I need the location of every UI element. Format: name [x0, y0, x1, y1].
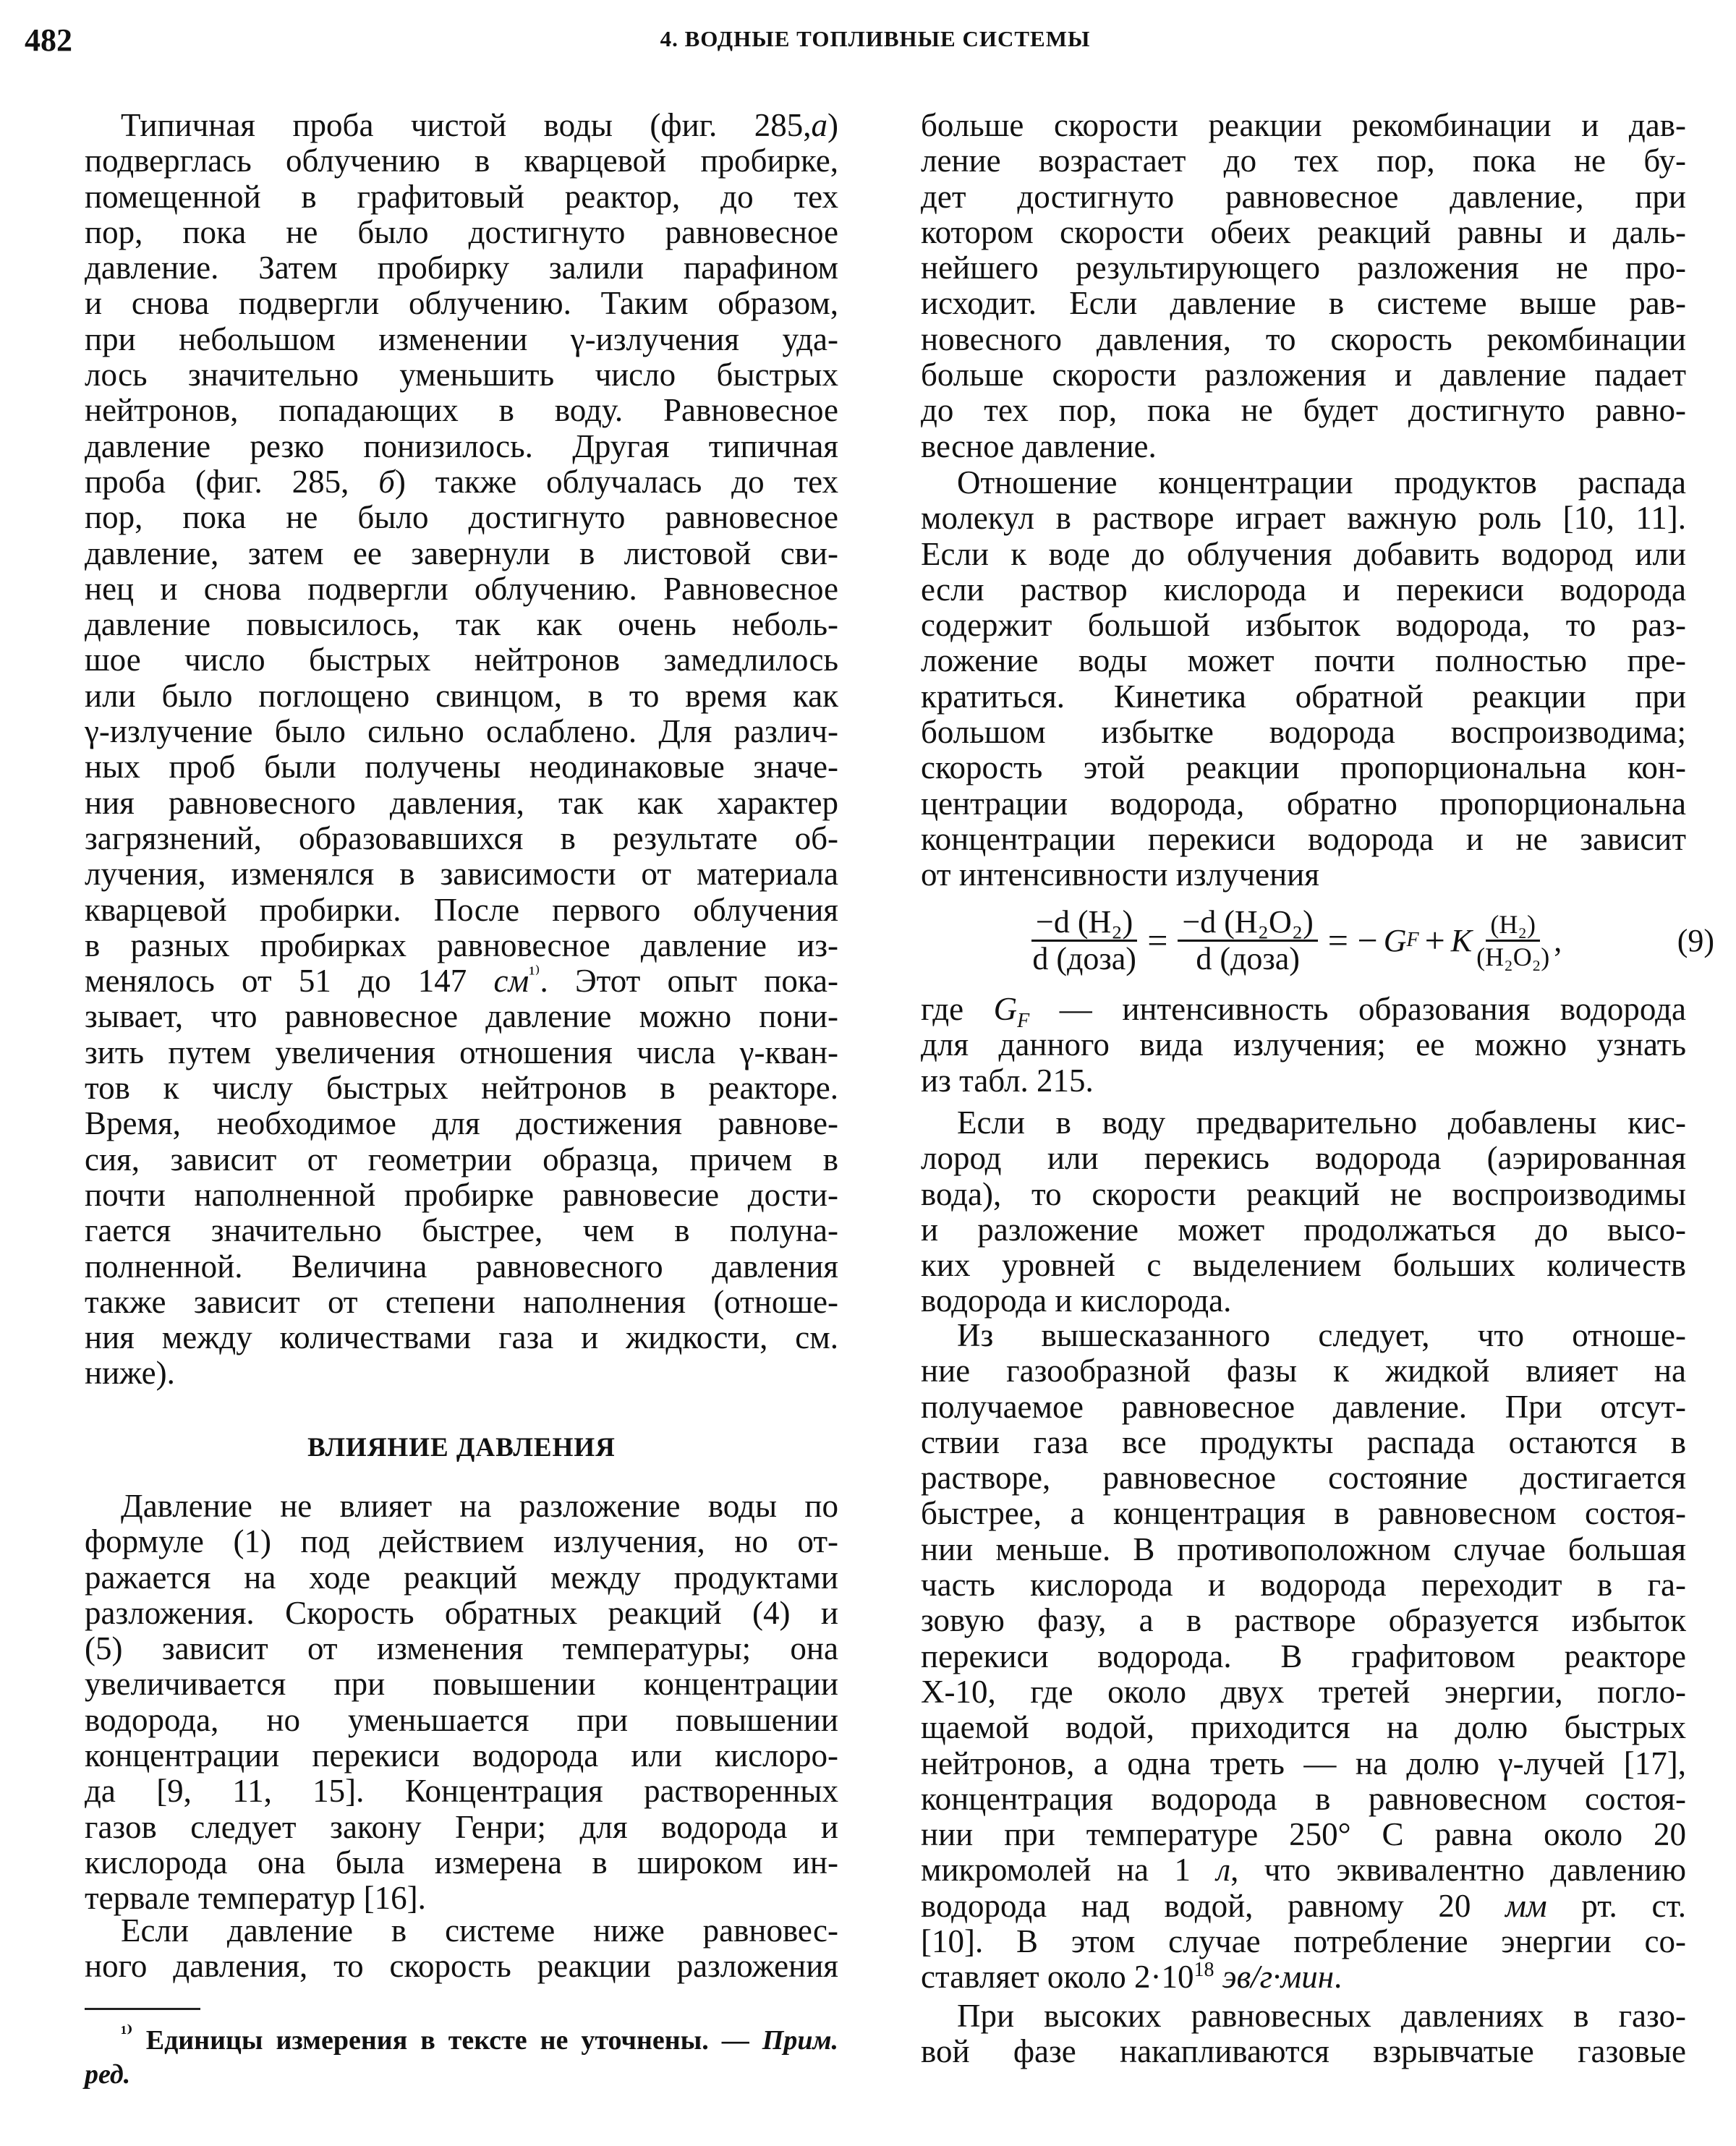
equals-minus: = − — [1327, 920, 1378, 961]
text-run: менялось от 51 до 147 — [85, 963, 494, 1000]
text-line: газов следует закону Генри; для водорода и — [85, 1808, 838, 1845]
running-title: 4. ВОДНЫЕ ТОПЛИВНЫЕ СИСТЕМЫ — [660, 26, 1091, 51]
text-line: почти наполненной пробирке равновесие дости- — [85, 1176, 838, 1213]
italic-run: л — [1216, 1852, 1231, 1889]
text-line: [10]. В этом случае потребление энергии со- — [921, 1923, 1686, 1960]
text-run: Типичная проба чистой воды (фиг. 285, — [121, 107, 812, 143]
text-line: давление повысилось, так как очень неболь- — [85, 606, 838, 643]
text-line: растворе, равновесное состояние достигается — [921, 1460, 1686, 1496]
text-run: проба (фиг. 285, — [85, 463, 379, 500]
text-line: ных проб были получены неодинаковые значе- — [85, 749, 838, 785]
italic-run: мм — [1505, 1887, 1547, 1924]
text-line: водорода, но уменьшается при повышении — [85, 1701, 838, 1738]
text-line: нии при температуре 250° С равна около 20 — [921, 1816, 1686, 1853]
paragraph — [921, 1998, 1686, 2070]
paragraph — [85, 1913, 838, 1985]
text-run: , что эквивалентно давлению — [1230, 1852, 1686, 1889]
text-line: сия, зависит от геометрии образца, причем в — [85, 1141, 838, 1178]
text-line — [85, 2024, 838, 2058]
text-line: щаемой водой, приходится на долю быстрых — [921, 1709, 1686, 1746]
text-run: водорода над водой, равному 20 — [921, 1887, 1506, 1924]
subscript-f: F — [1406, 929, 1419, 951]
paragraph — [85, 1489, 838, 1917]
denominator: d (доза) — [1032, 940, 1136, 976]
text-line — [85, 963, 838, 999]
section-heading: ВЛИЯНИЕ ДАВЛЕНИЯ — [307, 1433, 616, 1462]
paragraph — [921, 108, 1686, 464]
text-line: нейшего результирующего разложения не про- — [921, 250, 1686, 286]
text-line: Если к воде до облучения добавить водород или — [921, 535, 1686, 572]
text-line: тов к числу быстрых нейтронов в реакторе. — [85, 1070, 838, 1107]
italic-run: ред. — [85, 2059, 131, 2090]
text-line: Давление не влияет на разложение воды по — [121, 1488, 838, 1524]
text-line: если раствор кислорода и перекиси водорода — [921, 571, 1686, 608]
text-line: зить путем увеличения отношения числа γ-кван- — [85, 1034, 838, 1070]
text-line: кварцевой пробирки. После первого облучения — [85, 891, 838, 928]
text-line: ражается на ходе реакций между продуктами — [85, 1559, 838, 1596]
numerator: (H₂) — [1486, 911, 1540, 942]
text-line — [85, 108, 838, 143]
text-line: Отношение концентрации продуктов распада — [957, 464, 1686, 501]
text-line: лучения, изменялся в зависимости от материала — [85, 856, 838, 893]
text-run: ) также облучалась до тех — [394, 463, 838, 500]
text-line: да [9, 11, 15]. Концентрация растворенных — [85, 1773, 838, 1810]
text-line: (5) зависит от изменения температуры; она — [85, 1630, 838, 1667]
text-line: и снова подвергли облучению. Таким образом, — [85, 285, 838, 322]
text-line: давление. Затем пробирку залили парафином — [85, 250, 838, 286]
text-line — [921, 1852, 1686, 1888]
text-line: тервале температур [16]. — [85, 1880, 426, 1917]
text-line: большом избытке водорода воспроизводима; — [921, 714, 1686, 751]
numerator: −d (H₂O₂) — [1178, 906, 1317, 942]
text-line: до тех пор, пока не будет достигнуто равно- — [921, 392, 1686, 429]
italic-run: а — [811, 107, 827, 143]
text-line: ние газообразной фазы к жидкой влияет на — [921, 1353, 1686, 1389]
text-line: также зависит от степени наполнения (отноше- — [85, 1283, 838, 1320]
symbol-k: K — [1450, 922, 1473, 958]
text-run: ставляет около 2·10 — [921, 1959, 1194, 1996]
fraction — [1031, 903, 1137, 976]
symbol-g: G — [1383, 922, 1407, 958]
text-line: концентрации перекиси водорода и не зависит — [921, 820, 1686, 857]
text-run: микромолей на 1 — [921, 1852, 1217, 1889]
text-line: разложения. Скорость обратных реакций (4) и — [85, 1594, 838, 1631]
text-line: исходит. Если давление в системе выше рав- — [921, 285, 1686, 322]
text-line: гается значительно быстрее, чем в полуна- — [85, 1212, 838, 1249]
text-line: часть кислорода и водорода переходит в га- — [921, 1567, 1686, 1604]
paragraph — [921, 992, 1686, 1099]
text-line: лось значительно уменьшить число быстрых — [85, 357, 838, 393]
text-line: котором скорости обеих реакций равны и даль- — [921, 213, 1686, 250]
text-line: концентрации перекиси водорода или кислоро- — [85, 1737, 838, 1774]
text-line: Если в воду предварительно добавлены кис- — [957, 1104, 1686, 1141]
italic-run: G — [993, 991, 1018, 1027]
text-line: перекиси водорода. В графитовом реакторе — [921, 1638, 1686, 1674]
denominator: (H₂O₂) — [1476, 942, 1550, 971]
text-line: Из вышесказанного следует, что отноше- — [957, 1317, 1686, 1353]
text-line: зывает, что равновесное давление можно пони- — [85, 998, 838, 1035]
paragraph — [921, 1318, 1686, 1996]
denominator: d (доза) — [1196, 940, 1300, 976]
text-run: Единицы измерения в тексте не уточнены. — — [132, 2025, 762, 2056]
text-run: . Этот опыт пока- — [540, 963, 838, 1000]
text-line — [85, 2058, 838, 2092]
text-line: вой фазе накапливаются взрывчатые газовые — [921, 2033, 1686, 2070]
text-line: дет достигнуто равновесное давление, при — [921, 178, 1686, 215]
text-run: . — [1334, 1959, 1343, 1996]
text-line: формуле (1) под действием излучения, но от- — [85, 1523, 838, 1560]
text-line: концентрация водорода в равновесном состоя- — [921, 1780, 1686, 1817]
text-line: молекул в растворе играет важную роль [10, 11]. — [921, 500, 1686, 537]
text-line: Время, необходимое для достижения равнове- — [85, 1105, 838, 1142]
text-line: Х-10, где около двух третей энергии, погло- — [921, 1673, 1686, 1710]
paragraph — [921, 465, 1686, 893]
fraction — [1178, 903, 1317, 976]
superscript: ¹⁾ — [121, 2022, 133, 2045]
text-line: зовую фазу, а в растворе образуется избыток — [921, 1602, 1686, 1639]
superscript: 18 — [1194, 1959, 1214, 1982]
text-line: При высоких равновесных давлениях в газо- — [957, 1998, 1686, 2034]
text-line: получаемое равновесное давление. При отсут- — [921, 1388, 1686, 1425]
text-line: больше скорости разложения и давление падает — [921, 357, 1686, 393]
text-line: или было поглощено свинцом, в то время как — [85, 677, 838, 714]
page-number: 482 — [25, 22, 72, 58]
text-line: загрязнений, образовавшихся в результате об- — [85, 819, 838, 856]
equation-9 — [1027, 900, 1722, 980]
text-line: больше скорости реакции рекомбинации и дав- — [921, 107, 1686, 143]
text-line: содержит большой избыток водорода, то раз- — [921, 607, 1686, 644]
text-line: нец и снова подвергли облучению. Равновесное — [85, 570, 838, 607]
text-line: ния равновесного давления, так как характер — [85, 784, 838, 821]
text-line — [921, 1889, 1686, 1924]
paragraph — [85, 108, 838, 1392]
plus-sign: + — [1424, 920, 1445, 961]
text-line: при небольшом изменении γ-излучения уда- — [85, 320, 838, 357]
text-line: ких уровней с выделением больших количеств — [921, 1247, 1686, 1284]
italic-run: Прим. — [762, 2025, 838, 2056]
text-line: ниже). — [85, 1355, 175, 1392]
text-line — [85, 464, 838, 500]
text-line: скорость этой реакции пропорциональна кон- — [921, 749, 1686, 786]
equals-sign: = — [1147, 920, 1168, 961]
text-line: ного давления, то скорость реакции разложения — [85, 1948, 838, 1985]
text-line: из табл. 215. — [921, 1062, 1094, 1099]
text-line: ствии газа все продукты распада остаются в — [921, 1423, 1686, 1460]
text-line: лород или перекись водорода (аэрированная — [921, 1140, 1686, 1177]
text-line: давление, затем ее завернули в листовой сви- — [85, 535, 838, 571]
text-line: для данного вида излучения; ее можно узнать — [921, 1026, 1686, 1063]
text-line: быстрее, а концентрация в равновесном состоя- — [921, 1495, 1686, 1532]
paragraph — [921, 1105, 1686, 1319]
text-line: пор, пока не было достигнуто равновесное — [85, 499, 838, 536]
text-line: ложение воды может почти полностью пре- — [921, 642, 1686, 679]
fraction — [1476, 911, 1549, 971]
text-line: увеличивается при повышении концентрации — [85, 1666, 838, 1703]
footnote — [85, 2024, 838, 2092]
text-line: в разных пробирках равновесное давление из- — [85, 927, 838, 963]
text-line: новесного давления, то скорость рекомбинации — [921, 320, 1686, 357]
text-run: ) — [827, 107, 838, 143]
numerator: −d (H₂) — [1031, 906, 1137, 942]
text-line: полненной. Величина равновесного давления — [85, 1248, 838, 1285]
text-line: ление возрастает до тех пор, пока не бу- — [921, 142, 1686, 179]
text-line: кислорода она была измерена в широком ин- — [85, 1844, 838, 1881]
text-line: пор, пока не было достигнуто равновесное — [85, 213, 838, 250]
text-run: — интенсивность образования водорода — [1029, 991, 1686, 1027]
text-line: нейтронов, а одна треть — на долю γ-лучей [17], — [921, 1745, 1686, 1781]
text-line: центрации водорода, обратно пропорциональна — [921, 785, 1686, 822]
text-line: ния между количествами газа и жидкости, см. — [85, 1319, 838, 1356]
text-line: подверглась облучению в кварцевой пробирке, — [85, 142, 838, 179]
italic-run: б — [378, 463, 395, 500]
text-line: вода), то скорости реакций не воспроизводимы — [921, 1175, 1686, 1212]
text-line: водорода и кислорода. — [921, 1282, 1232, 1319]
text-line: помещенной в графитовый реактор, до тех — [85, 178, 838, 215]
equation-number: (9) — [1677, 922, 1714, 958]
text-line: от интенсивности излучения — [921, 856, 1319, 893]
text-line: нейтронов, попадающих в воду. Равновесное — [85, 392, 838, 429]
subscript: F — [1017, 1010, 1030, 1032]
text-line: и разложение может продолжаться до высо- — [921, 1211, 1686, 1248]
text-run: где — [921, 991, 994, 1027]
text-line — [921, 1959, 1686, 1995]
text-line: нии меньше. В противоположном случае большая — [921, 1530, 1686, 1567]
text-run: рт. ст. — [1546, 1887, 1686, 1924]
superscript: ¹⁾ — [529, 963, 540, 986]
text-line: шое число быстрых нейтронов замедлилось — [85, 642, 838, 678]
text-line: кратиться. Кинетика обратной реакции при — [921, 678, 1686, 715]
italic-run: эв/г·мин — [1222, 1959, 1335, 1996]
comma: , — [1554, 922, 1562, 958]
footnote-divider — [85, 2008, 200, 2010]
text-line: γ-излучение было сильно ослаблено. Для различ- — [85, 713, 838, 750]
italic-run: см — [493, 963, 529, 1000]
text-run — [1214, 1959, 1222, 1995]
text-line: Если давление в системе ниже равновес- — [121, 1912, 838, 1949]
text-line — [921, 991, 1686, 1032]
text-line: давление резко понизилось. Другая типичная — [85, 427, 838, 464]
text-line: весное давление. — [921, 427, 1157, 464]
